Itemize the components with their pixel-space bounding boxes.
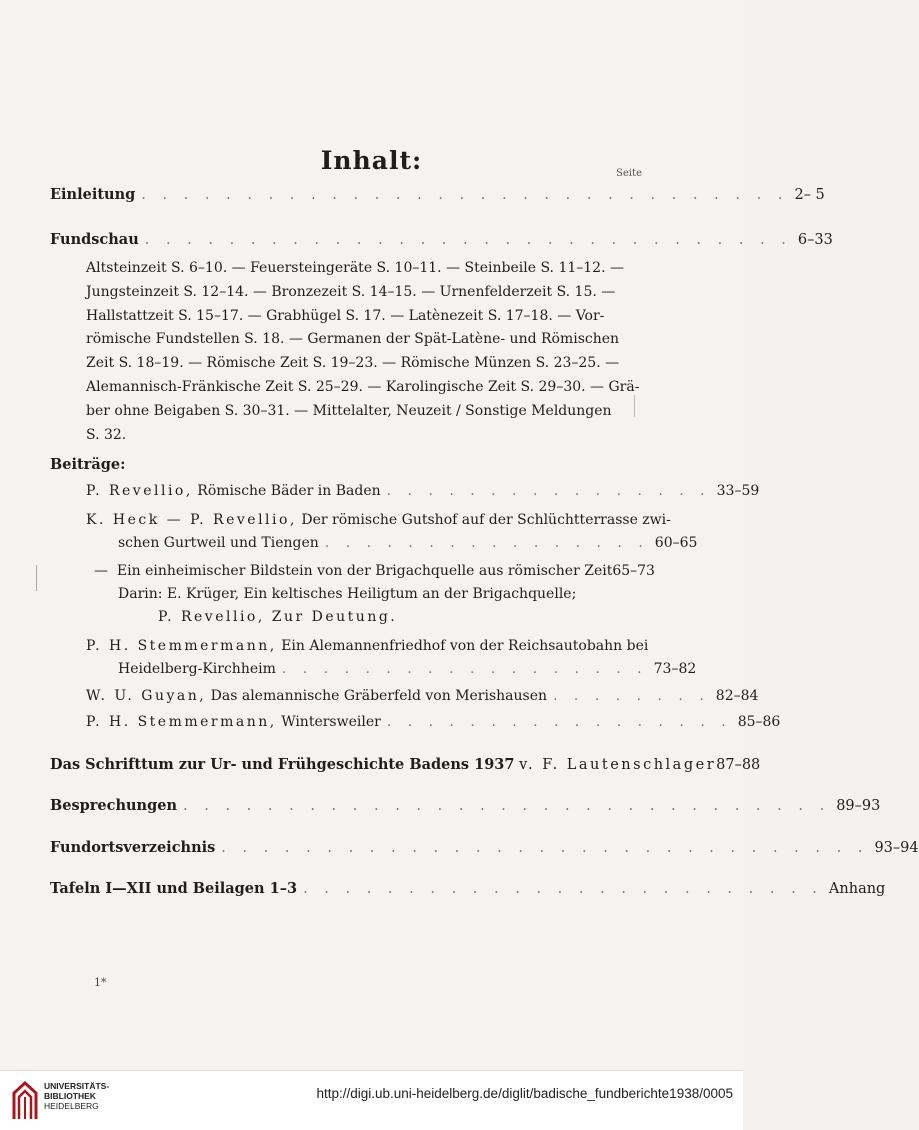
toc-entry-besprechungen bbox=[50, 797, 881, 814]
leader-dots: . . . . . . . . . . . . . . . . . . . . . . . . . . . . . . . bbox=[183, 798, 831, 814]
article-author: P. H. Stemmermann, bbox=[86, 714, 277, 730]
leader-dots: . . . . . . . . . . . . . . . . bbox=[324, 535, 649, 551]
article-title-cont: Heidelberg-Kirchheim bbox=[118, 661, 276, 677]
toc-label: Besprechungen bbox=[50, 797, 178, 814]
toc-entry-fundschau bbox=[50, 231, 833, 248]
margin-mark bbox=[634, 395, 635, 417]
toc-entry-article bbox=[86, 638, 649, 654]
toc-pages: Anhang bbox=[828, 881, 886, 897]
subtopic-line: Hallstattzeit S. 15–17. — Grabhügel S. 17. — Latènezeit S. 17–18. — Vor- bbox=[86, 307, 605, 324]
toc-entry-article bbox=[86, 483, 760, 499]
logo-line: BIBLIOTHEK bbox=[44, 1091, 96, 1101]
article-author: P. Revellio, bbox=[86, 483, 193, 499]
toc-pages: 93–94 bbox=[874, 840, 919, 856]
margin-mark bbox=[36, 565, 37, 591]
article-title: Ein einheimischer Bildstein von der Brigachquelle aus römischer Zeit bbox=[116, 563, 613, 579]
library-logo-icon bbox=[12, 1079, 38, 1121]
subtopic-line: Altsteinzeit S. 6–10. — Feuersteingeräte S. 10–11. — Steinbeile S. 11–12. — bbox=[86, 260, 624, 276]
article-title: Das alemannische Gräberfeld von Merishausen bbox=[210, 688, 548, 704]
article-darin-second: P. Revellio, Zur Deutung. bbox=[158, 609, 398, 625]
article-title: Ein Alemannenfriedhof von der Reichsautobahn bei bbox=[281, 638, 649, 654]
toc-pages: 87–88 bbox=[716, 757, 761, 773]
leader-dots: . . . . . . . . . . . . . . . . . . . . . . . . . . . . . . . bbox=[221, 840, 869, 856]
toc-label: Einleitung bbox=[50, 186, 136, 203]
subtopic-line: ber ohne Beigaben S. 30–31. — Mittelalter, Neuzeit / Sonstige Meldungen bbox=[86, 402, 612, 419]
subtopic-line: Alemannisch-Fränkische Zeit S. 25–29. — Karolingische Zeit S. 29–30. — Grä- bbox=[86, 378, 640, 395]
toc-entry-article bbox=[86, 714, 781, 730]
toc-pages: 82–84 bbox=[715, 688, 759, 704]
subtopic-line: Zeit S. 18–19. — Römische Zeit S. 19–23. — Römische Münzen S. 23–25. — bbox=[86, 355, 620, 372]
article-author: K. Heck — P. Revellio, bbox=[86, 512, 297, 528]
toc-pages: 85–86 bbox=[737, 714, 781, 730]
toc-entry-einleitung bbox=[50, 186, 825, 203]
toc-entry-schrifttum bbox=[50, 756, 761, 773]
library-logo-text bbox=[44, 1081, 109, 1111]
article-author: — bbox=[94, 563, 108, 579]
page-column-header: Seite bbox=[616, 168, 642, 179]
toc-entry-article bbox=[86, 512, 671, 528]
subtopic-line: römische Fundstellen S. 18. — Germanen der Spät-Latène- und Römischen bbox=[86, 331, 620, 348]
toc-pages: 2– 5 bbox=[794, 187, 825, 203]
article-title: Römische Bäder in Baden bbox=[197, 483, 381, 499]
toc-by: v. F. Lautenschlager bbox=[519, 757, 717, 773]
article-darin: Darin: E. Krüger, Ein keltisches Heiligtum an der Brigachquelle; bbox=[118, 586, 577, 602]
toc-entry-fundortsverzeichnis bbox=[50, 839, 919, 856]
toc-pages: 73–82 bbox=[653, 661, 697, 677]
toc-entry-continuation bbox=[118, 661, 697, 677]
article-title-cont: schen Gurtweil und Tiengen bbox=[118, 535, 319, 551]
toc-label: Fundschau bbox=[50, 231, 139, 248]
leader-dots: . . . . . . . . . . . . . . . . bbox=[386, 483, 711, 499]
logo-line: HEIDELBERG bbox=[44, 1101, 99, 1111]
page-signature: 1* bbox=[94, 976, 107, 989]
subtopic-line: S. 32. bbox=[86, 426, 127, 443]
toc-label: Tafeln I—XII und Beilagen 1–3 bbox=[50, 880, 298, 897]
toc-pages: 60–65 bbox=[654, 535, 698, 551]
article-title: Wintersweiler bbox=[281, 714, 381, 730]
logo-line: UNIVERSITÄTS- bbox=[44, 1081, 110, 1091]
permalink-url[interactable]: http://digi.ub.uni-heidelberg.de/diglit/badische_fundberichte1938/0005 bbox=[316, 1086, 733, 1101]
toc-pages: 65–73 bbox=[612, 563, 655, 579]
toc-entry-article bbox=[86, 688, 759, 704]
toc-pages: 33–59 bbox=[716, 483, 760, 499]
library-footer bbox=[0, 1070, 743, 1130]
toc-entry-article bbox=[94, 563, 655, 579]
leader-dots: . . . . . . . . . . . . . . . . . . . . . . . . . . . . . . . bbox=[144, 232, 792, 248]
leader-dots: . . . . . . . . bbox=[553, 688, 710, 704]
fundschau-subtopics bbox=[86, 257, 640, 447]
toc-pages: 89–93 bbox=[836, 798, 881, 814]
toc-label: Fundortsverzeichnis bbox=[50, 839, 216, 856]
leader-dots: . . . . . . . . . . . . . . . . . . . . . . . . . . . . . . . bbox=[141, 187, 789, 203]
subtopic-line: Jungsteinzeit S. 12–14. — Bronzezeit S. 14–15. — Urnenfelderzeit S. 15. — bbox=[86, 283, 616, 300]
toc-pages: 6–33 bbox=[797, 232, 833, 248]
toc-section-beitraege: Beiträge: bbox=[50, 456, 126, 473]
leader-dots: . . . . . . . . . . . . . . . . . . bbox=[281, 661, 648, 677]
article-author: P. H. Stemmermann, bbox=[86, 638, 277, 654]
article-title: Der römische Gutshof auf der Schlüchtterrasse zwi- bbox=[301, 512, 671, 528]
toc-label: Das Schrifttum zur Ur- und Frühgeschichte Badens 1937 bbox=[50, 756, 515, 773]
leader-dots: . . . . . . . . . . . . . . . . . . . . . . . . . bbox=[303, 881, 823, 897]
toc-entry-tafeln bbox=[50, 880, 886, 897]
article-author: W. U. Guyan, bbox=[86, 688, 207, 704]
toc-entry-continuation bbox=[118, 535, 698, 551]
page-title: Inhalt: bbox=[320, 146, 423, 175]
leader-dots: . . . . . . . . . . . . . . . . . bbox=[386, 714, 732, 730]
